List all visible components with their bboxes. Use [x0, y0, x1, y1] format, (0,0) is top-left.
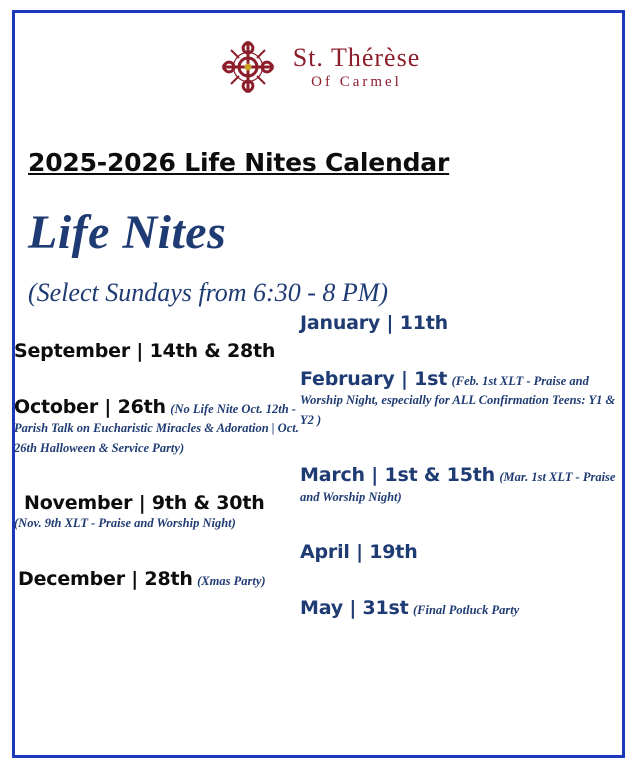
program-name: Life Nites [28, 206, 227, 259]
month-heading: February | 1st [300, 368, 448, 390]
month-heading: May | 31st [300, 596, 409, 619]
right-month-column [300, 312, 620, 620]
month-note: (Xmas Party) [197, 573, 266, 588]
month-entry-february [300, 368, 620, 430]
month-entry-november [14, 492, 302, 533]
month-note: (Final Potluck Party [412, 602, 520, 617]
parish-logo [0, 36, 637, 98]
left-month-column [14, 340, 302, 591]
month-entry-april [300, 541, 620, 563]
month-entry-october [14, 396, 302, 458]
month-note: (Feb. 1st XLT - Praise and Worship Night, especially for ALL Confirmation Teens: Y1 & Y2 ) [300, 374, 616, 427]
logo-line-1: St. Thérèse [292, 42, 421, 72]
cross-fleury-icon [217, 36, 279, 98]
page-title: 2025-2026 Life Nites Calendar [28, 148, 450, 177]
month-entry-january [300, 312, 620, 334]
month-note: (No Life Nite Oct. 12th - Parish Talk on Eucharistic Miracles & Adoration | Oct. 26th Halloween & Service Party) [14, 402, 299, 455]
month-heading: September | 14th & 28th [14, 340, 276, 362]
month-note: (Nov. 9th XLT - Praise and Worship Night) [14, 516, 236, 531]
month-heading: November | 9th & 30th [24, 492, 265, 515]
logo-wordmark [292, 42, 421, 90]
month-entry-december [14, 568, 302, 591]
month-note: (Mar. 1st XLT - Praise and Worship Night) [300, 470, 616, 504]
month-heading: March | 1st & 15th [300, 464, 495, 487]
month-entry-september [14, 340, 302, 362]
month-heading: December | 28th [18, 567, 193, 590]
month-entry-may [300, 597, 620, 620]
month-entry-march [300, 464, 620, 507]
logo-line-2: Of Carmel [311, 73, 402, 90]
month-heading: October | 26th [14, 396, 166, 418]
program-subtitle: (Select Sundays from 6:30 - 8 PM) [28, 278, 389, 307]
month-heading: April | 19th [300, 540, 418, 563]
month-heading: January | 11th [300, 312, 448, 334]
